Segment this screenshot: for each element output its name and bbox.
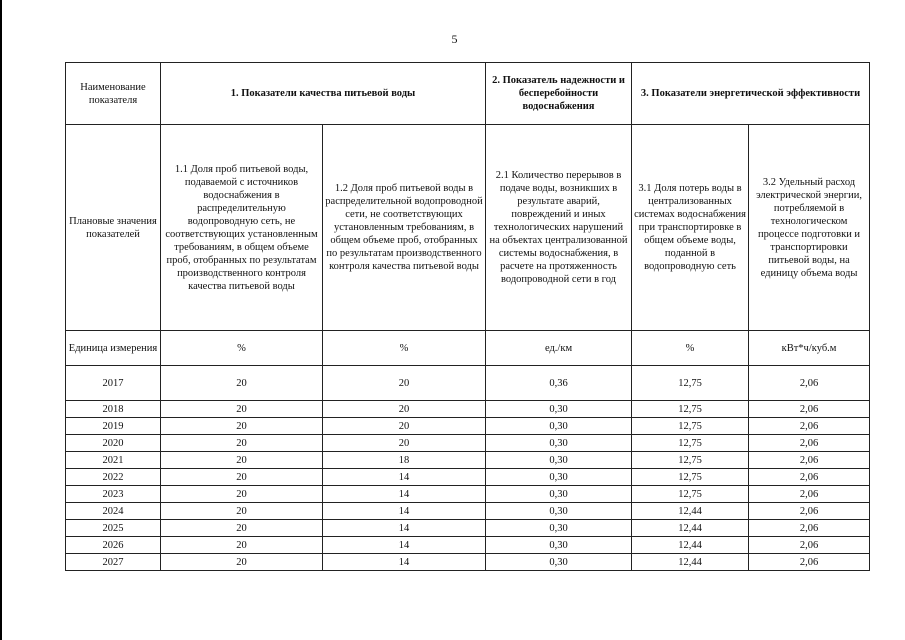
value-cell: 12,75 bbox=[632, 401, 749, 418]
indicator-1-2-description: 1.2 Доля проб питьевой воды в распределительной водопроводной сети, не соответствующих установленным требованиям, в общем объеме проб, отобранных по результатам производственного контроля качества питьевой воды bbox=[323, 125, 486, 331]
year-cell: 2027 bbox=[66, 554, 161, 571]
unit-row bbox=[66, 331, 870, 366]
table-row bbox=[66, 401, 870, 418]
table-row bbox=[66, 435, 870, 452]
unit-cell: % bbox=[632, 331, 749, 366]
value-cell: 14 bbox=[323, 520, 486, 537]
table-row bbox=[66, 486, 870, 503]
year-cell: 2024 bbox=[66, 503, 161, 520]
value-cell: 2,06 bbox=[749, 452, 870, 469]
value-cell: 20 bbox=[323, 366, 486, 401]
year-cell: 2026 bbox=[66, 537, 161, 554]
group-2-header: 2. Показатель надежности и бесперебойности водоснабжения bbox=[486, 63, 632, 125]
value-cell: 14 bbox=[323, 503, 486, 520]
value-cell: 0,30 bbox=[486, 503, 632, 520]
table-row bbox=[66, 537, 870, 554]
value-cell: 12,44 bbox=[632, 520, 749, 537]
page-number: 5 bbox=[451, 32, 458, 46]
value-cell: 2,06 bbox=[749, 401, 870, 418]
value-cell: 2,06 bbox=[749, 520, 870, 537]
year-cell: 2020 bbox=[66, 435, 161, 452]
indicator-2-1-description: 2.1 Количество перерывов в подаче воды, возникших в результате аварий, повреждений и иных технологических нарушений на объектах централизованной системы водоснабжения, в расчете на протяженность водопроводной сети в год bbox=[486, 125, 632, 331]
table-row bbox=[66, 469, 870, 486]
header-row bbox=[66, 63, 870, 125]
value-cell: 20 bbox=[161, 503, 323, 520]
value-cell: 0,36 bbox=[486, 366, 632, 401]
value-cell: 20 bbox=[161, 401, 323, 418]
unit-cell: % bbox=[161, 331, 323, 366]
value-cell: 20 bbox=[161, 486, 323, 503]
value-cell: 20 bbox=[161, 554, 323, 571]
unit-cell: кВт*ч/куб.м bbox=[749, 331, 870, 366]
table-row bbox=[66, 520, 870, 537]
value-cell: 12,75 bbox=[632, 418, 749, 435]
value-cell: 2,06 bbox=[749, 503, 870, 520]
value-cell: 12,75 bbox=[632, 435, 749, 452]
indicator-1-1-description: 1.1 Доля проб питьевой воды, подаваемой с источников водоснабжения в распределительную водопроводную сеть, не соответствующих установленным требованиям, в общем объеме проб, отобранных по результатам производственного контроля качества питьевой воды bbox=[161, 125, 323, 331]
value-cell: 0,30 bbox=[486, 537, 632, 554]
value-cell: 2,06 bbox=[749, 418, 870, 435]
table-row bbox=[66, 554, 870, 571]
indicator-name-header: Наименование показателя bbox=[66, 63, 161, 125]
value-cell: 14 bbox=[323, 469, 486, 486]
group-1-header: 1. Показатели качества питьевой воды bbox=[161, 63, 486, 125]
value-cell: 12,44 bbox=[632, 537, 749, 554]
group-3-header: 3. Показатели энергетической эффективности bbox=[632, 63, 870, 125]
table-row bbox=[66, 452, 870, 469]
value-cell: 12,75 bbox=[632, 486, 749, 503]
value-cell: 0,30 bbox=[486, 452, 632, 469]
unit-cell: ед./км bbox=[486, 331, 632, 366]
value-cell: 0,30 bbox=[486, 520, 632, 537]
value-cell: 12,44 bbox=[632, 554, 749, 571]
unit-cell: % bbox=[323, 331, 486, 366]
value-cell: 0,30 bbox=[486, 418, 632, 435]
value-cell: 0,30 bbox=[486, 469, 632, 486]
year-cell: 2018 bbox=[66, 401, 161, 418]
table-row bbox=[66, 366, 870, 401]
value-cell: 20 bbox=[161, 366, 323, 401]
indicators-table bbox=[65, 62, 870, 571]
value-cell: 2,06 bbox=[749, 469, 870, 486]
year-cell: 2017 bbox=[66, 366, 161, 401]
value-cell: 2,06 bbox=[749, 366, 870, 401]
year-cell: 2025 bbox=[66, 520, 161, 537]
value-cell: 20 bbox=[323, 418, 486, 435]
value-cell: 2,06 bbox=[749, 554, 870, 571]
value-cell: 20 bbox=[161, 537, 323, 554]
year-cell: 2022 bbox=[66, 469, 161, 486]
indicator-3-2-description: 3.2 Удельный расход электрической энергии, потребляемой в технологическом процессе подготовки и транспортировки питьевой воды, на единицу объема воды bbox=[749, 125, 870, 331]
value-cell: 14 bbox=[323, 537, 486, 554]
value-cell: 20 bbox=[161, 418, 323, 435]
table-row bbox=[66, 418, 870, 435]
value-cell: 20 bbox=[161, 435, 323, 452]
value-cell: 20 bbox=[161, 520, 323, 537]
planned-values-label: Плановые значения показателей bbox=[66, 125, 161, 331]
value-cell: 14 bbox=[323, 486, 486, 503]
year-cell: 2019 bbox=[66, 418, 161, 435]
indicator-description-row bbox=[66, 125, 870, 331]
value-cell: 14 bbox=[323, 554, 486, 571]
year-cell: 2023 bbox=[66, 486, 161, 503]
value-cell: 2,06 bbox=[749, 537, 870, 554]
value-cell: 12,44 bbox=[632, 503, 749, 520]
indicator-3-1-description: 3.1 Доля потерь воды в централизованных системах водоснабжения при транспортировке в общем объеме воды, поданной в водопроводную сеть bbox=[632, 125, 749, 331]
year-cell: 2021 bbox=[66, 452, 161, 469]
unit-label: Единица измерения bbox=[66, 331, 161, 366]
value-cell: 20 bbox=[323, 435, 486, 452]
value-cell: 20 bbox=[161, 469, 323, 486]
value-cell: 0,30 bbox=[486, 486, 632, 503]
value-cell: 0,30 bbox=[486, 554, 632, 571]
value-cell: 0,30 bbox=[486, 401, 632, 418]
value-cell: 18 bbox=[323, 452, 486, 469]
table-row bbox=[66, 503, 870, 520]
value-cell: 2,06 bbox=[749, 435, 870, 452]
value-cell: 0,30 bbox=[486, 435, 632, 452]
value-cell: 12,75 bbox=[632, 469, 749, 486]
value-cell: 12,75 bbox=[632, 366, 749, 401]
value-cell: 12,75 bbox=[632, 452, 749, 469]
value-cell: 2,06 bbox=[749, 486, 870, 503]
value-cell: 20 bbox=[323, 401, 486, 418]
value-cell: 20 bbox=[161, 452, 323, 469]
